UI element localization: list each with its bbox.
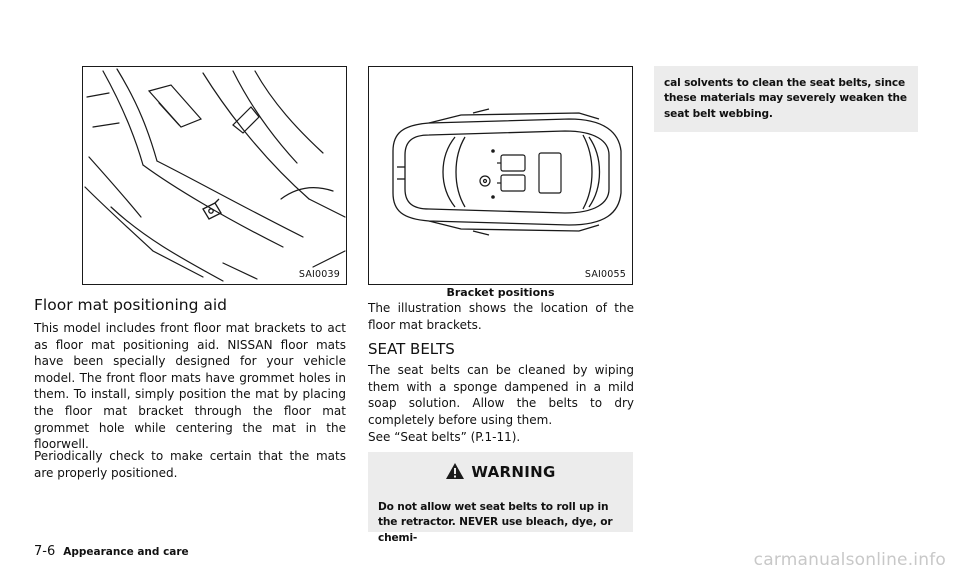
warning-triangle-icon xyxy=(445,462,465,480)
front-seats xyxy=(497,155,525,191)
figure-caption: Bracket positions xyxy=(446,286,555,299)
steering-wheel-icon xyxy=(480,176,490,186)
car-top-view-illustration xyxy=(368,66,633,285)
figure-code: SAI0055 xyxy=(584,269,626,280)
car-top-view-drawing xyxy=(369,67,632,284)
paragraph: This model includes front floor mat brackets to act as floor mat positioning aid. NISSAN floor mats have been specially designed for your vehicle model. The front floor mats have grommet holes in them. To install, simply position the mat by placing the floor mat bracket through the floor mat grommet hole while centering the mat in the floorwell. xyxy=(34,321,346,452)
watermark: carmanualsonline.info xyxy=(753,550,946,570)
warning-text: Do not allow wet seat belts to roll up in the retractor. NEVER use bleach, dye, or chemi- xyxy=(378,501,613,544)
cross-reference: See “Seat belts” (P.1-11). xyxy=(368,430,521,444)
warning-title xyxy=(368,462,633,481)
warning-box xyxy=(368,452,633,544)
paragraph: The illustration shows the location of the floor mat brackets. xyxy=(368,301,634,332)
bracket-marker-icons xyxy=(491,149,495,199)
floor-mat-illustration xyxy=(82,66,347,285)
page-footer xyxy=(34,544,189,559)
bracket-icon xyxy=(203,199,221,219)
warning-box-continued xyxy=(654,66,918,132)
section-heading: SEAT BELTS xyxy=(368,340,455,358)
paragraph: The seat belts can be cleaned by wiping them with a sponge dampened in a mild soap solution. Allow the belts to dry completely before using them. xyxy=(368,363,634,427)
figure-code: SAI0039 xyxy=(298,269,340,280)
chapter-title: Appearance and care xyxy=(63,546,189,558)
warning-title-text: WARNING xyxy=(471,463,556,481)
page-number: 7-6 xyxy=(34,544,56,559)
section-heading: Floor mat positioning aid xyxy=(34,296,228,314)
floor-mat-drawing xyxy=(83,67,346,284)
warning-text-continued: cal solvents to clean the seat belts, since these materials may severely weaken the seat belt webbing. xyxy=(664,77,907,120)
rear-seat xyxy=(539,153,561,193)
paragraph: Periodically check to make certain that the mats are properly positioned. xyxy=(34,449,346,480)
